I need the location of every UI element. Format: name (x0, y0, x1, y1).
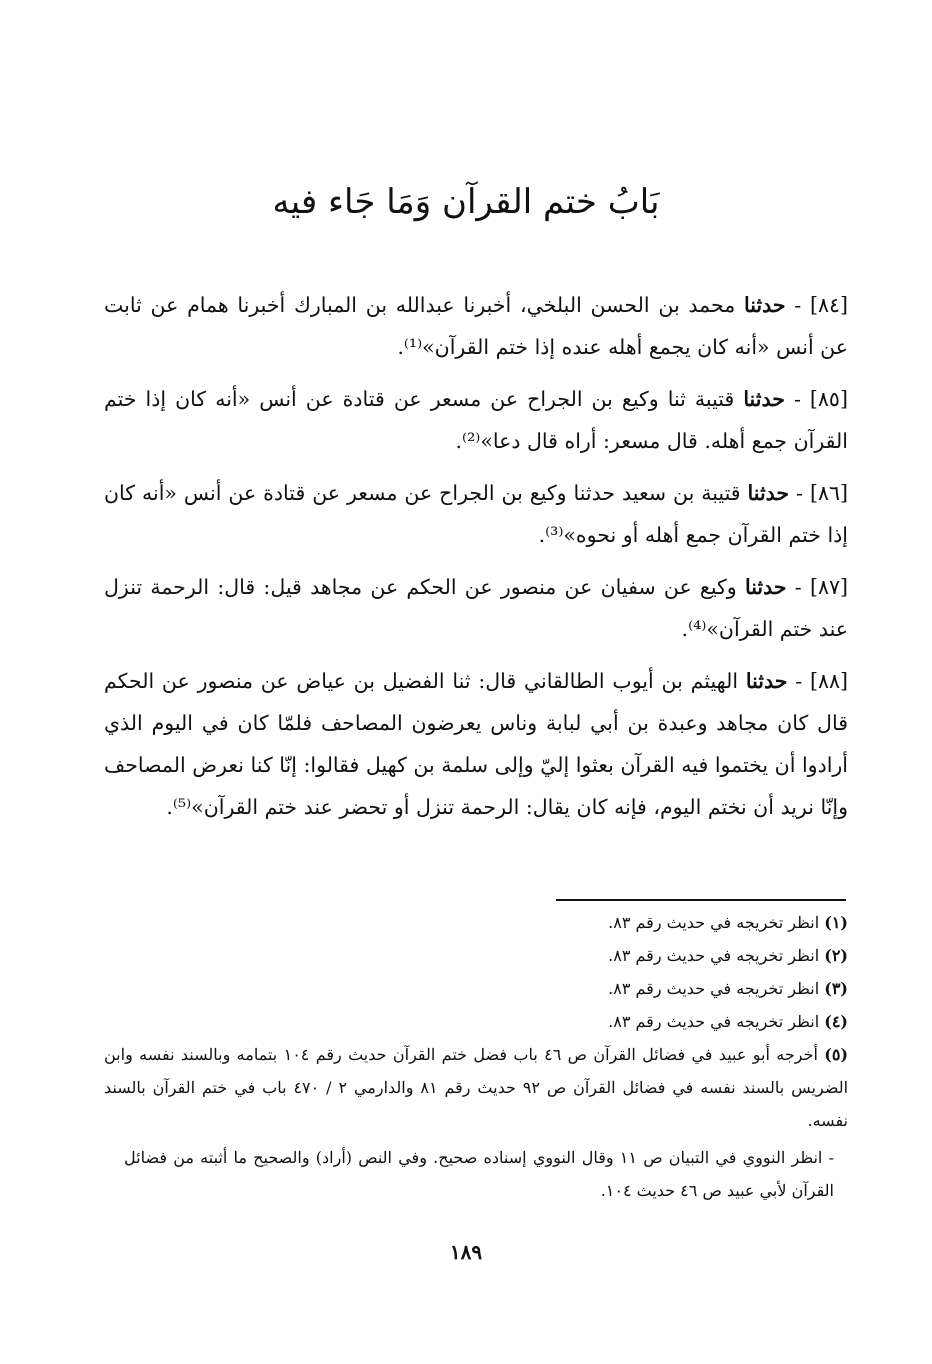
footnote-2 (104, 939, 848, 972)
footnote-text: أخرجه أبو عبيد في فضائل القرآن ص ٤٦ باب فضل ختم القرآن حديث رقم ١٠٤ بتمامه وبالسند نفسه وابن الضريس بالسند نفسه في فضائل القرآن ص ٩٢ حديث رقم ٨١ والدارمي ٢ / ٤٧٠ باب في ختم القرآن بالسند نفسه. (104, 1045, 849, 1130)
hadith-number: [٨٤] (809, 293, 848, 317)
hadith-keyword: حدثنا (744, 575, 787, 599)
footnote-text: انظر تخريجه في حديث رقم ٨٣. (608, 946, 820, 965)
dash: - (794, 575, 802, 599)
hadith-text: وكيع عن سفيان عن منصور عن الحكم عن مجاهد قيل: قال: الرحمة تنزل عند ختم القرآن»⁽⁴⁾. (104, 575, 848, 641)
hadith-85 (104, 378, 848, 462)
hadith-keyword: حدثنا (745, 669, 788, 693)
footnote-4 (104, 1005, 848, 1038)
dash: - (796, 481, 803, 505)
hadith-keyword: حدثنا (747, 481, 790, 505)
footnote-divider (556, 899, 846, 901)
hadith-88 (104, 660, 848, 828)
footnote-text: انظر تخريجه في حديث رقم ٨٣. (608, 979, 820, 998)
footnote-5 (104, 1038, 848, 1137)
hadith-text: قتيبة ثنا وكيع بن الجراح عن مسعر عن قتادة عن أنس «أنه كان إذا ختم القرآن جمع أهله. قال مسعر: أراه قال دعا»⁽²⁾. (104, 387, 848, 453)
dash: - (793, 387, 801, 411)
footnotes (104, 906, 848, 1207)
hadith-86 (104, 472, 848, 556)
footnote-1 (104, 906, 848, 939)
hadith-text: محمد بن الحسن البلخي، أخبرنا عبدالله بن المبارك أخبرنا همام عن ثابت عن أنس «أنه كان يجمع أهله عنده إذا ختم القرآن»⁽¹⁾. (104, 293, 848, 359)
page-number: ١٨٩ (449, 1240, 483, 1264)
footnote-number: (٥) (824, 1045, 849, 1064)
footnote-number: (٤) (824, 1012, 848, 1031)
chapter-title: بَابُ ختم القرآن وَمَا جَاء فيه (272, 182, 660, 222)
footnote-text: انظر تخريجه في حديث رقم ٨٣. (608, 1012, 820, 1031)
footnote-text: انظر تخريجه في حديث رقم ٨٣. (608, 913, 820, 932)
hadith-number: [٨٧] (809, 575, 848, 599)
dash: - (795, 669, 803, 693)
hadith-number: [٨٨] (809, 669, 848, 693)
footnote-number: (٢) (824, 946, 848, 965)
hadith-keyword: حدثنا (743, 387, 785, 411)
hadith-number: [٨٦] (809, 481, 848, 505)
footnote-number: (١) (824, 913, 848, 932)
hadith-84 (104, 284, 848, 368)
dash: - (794, 293, 802, 317)
hadith-keyword: حدثنا (743, 293, 786, 317)
hadith-text: قتيبة بن سعيد حدثنا وكيع بن الجراح عن مسعر عن قتادة عن أنس «أنه كان إذا ختم القرآن جمع أهله أو نحوه»⁽³⁾. (104, 481, 848, 547)
hadith-list (104, 284, 848, 838)
hadith-number: [٨٥] (809, 387, 848, 411)
hadith-text: الهيثم بن أيوب الطالقاني قال: ثنا الفضيل بن عياض عن منصور عن الحكم قال كان مجاهد وعبدة بن أبي لبابة وناس يعرضون المصاحف فلمّا كان في اليوم الذي أرادوا أن يختموا فيه القرآن بعثوا إليّ وإلى سلمة بن كهيل فقالوا: إنّا كنا نعرض المصاحف وإنّا نريد أن نختم اليوم، فإنه كان يقال: الرحمة تنزل أو تحضر عند ختم القرآن»⁽⁵⁾. (104, 669, 848, 819)
footnote-number: (٣) (824, 979, 848, 998)
footnote-3 (104, 972, 848, 1005)
hadith-87 (104, 566, 848, 650)
footnote-continuation: - انظر النووي في التبيان ص ١١ وقال النووي إسناده صحيح. وفي النص (أراد) والصحيح ما أثبته من فضائل القرآن لأبي عبيد ص ٤٦ حديث ١٠٤. (124, 1148, 834, 1200)
